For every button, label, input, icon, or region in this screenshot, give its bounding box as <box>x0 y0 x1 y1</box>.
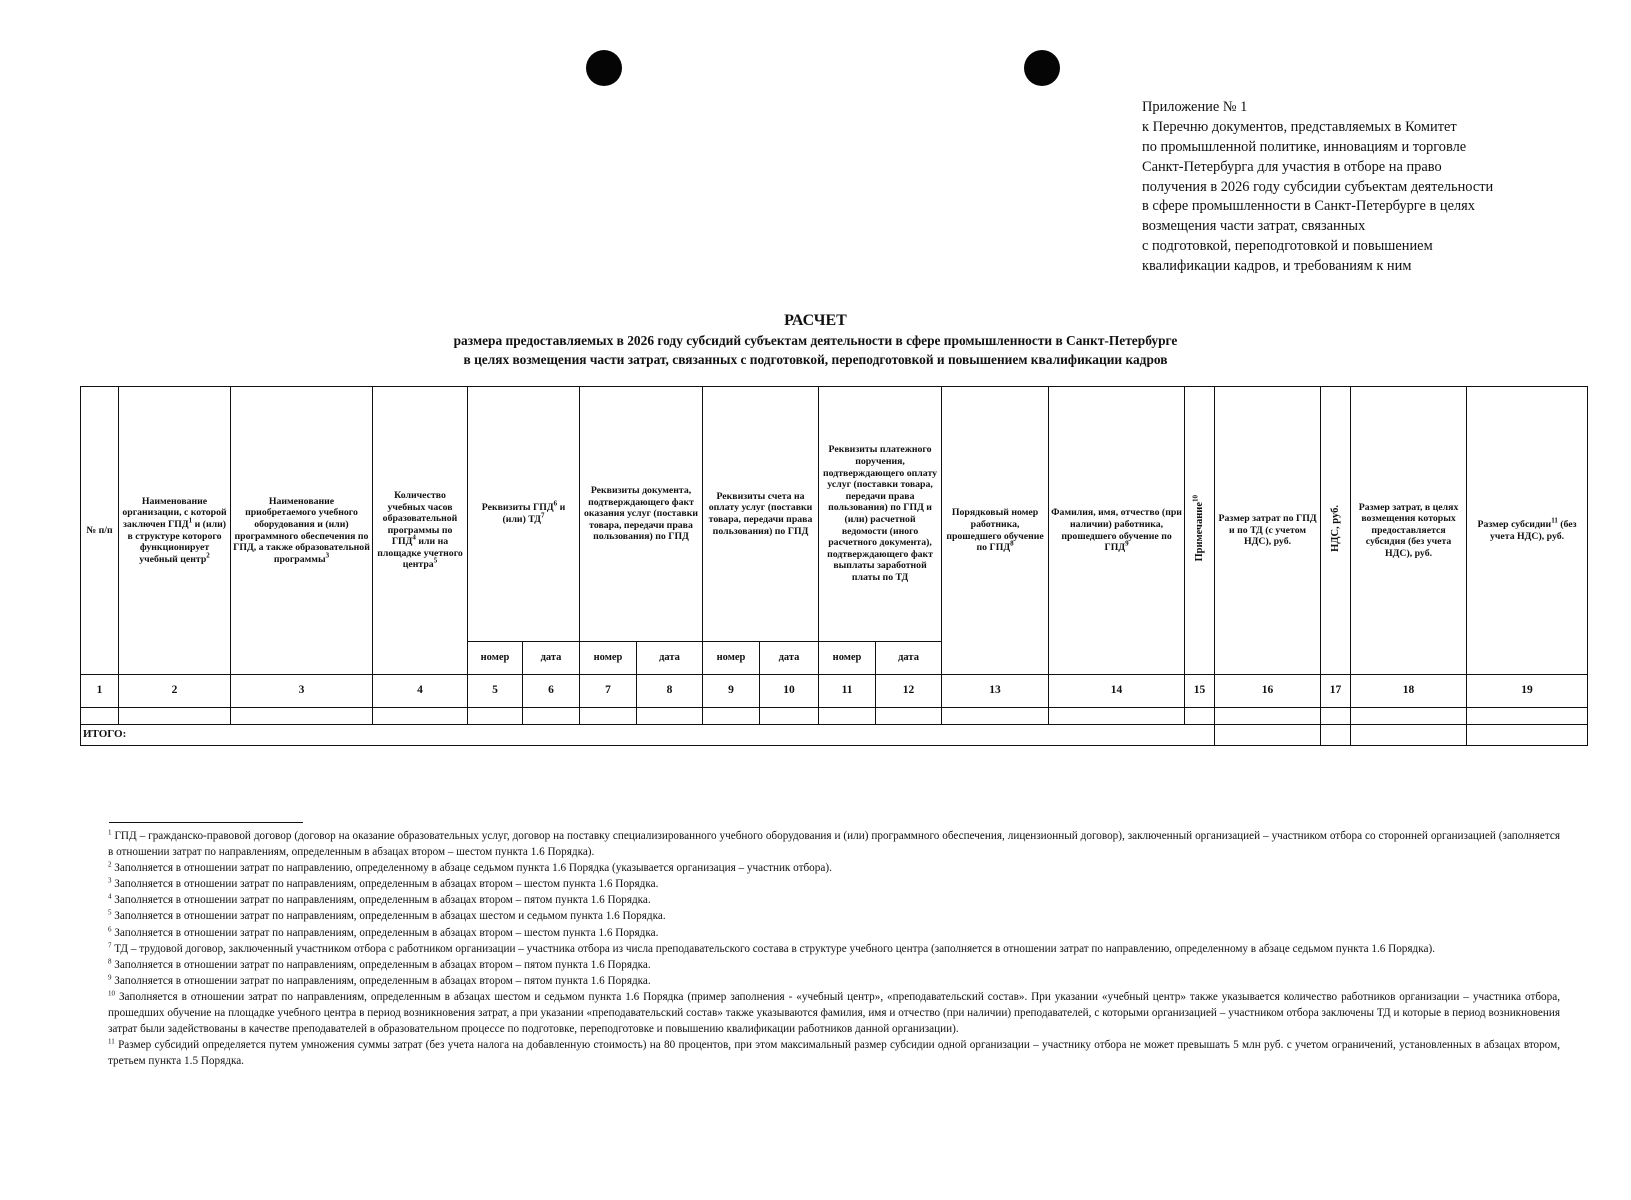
empty-cell[interactable] <box>231 708 373 725</box>
header-equipment-program: Наименование приобретаемого учебного оборудования и (или) программного обеспечения по ГПД, а также образовательной программы$^3$ <box>231 387 373 675</box>
appendix-line: в сфере промышленности в Санкт-Петербурге в целях <box>1142 198 1475 215</box>
footnote: $^7$ ТД – трудовой договор, заключенный участником отбора с работником организации – участника отбора из числа преподавательского состава в структуре учебного центра (заполняется в отношении затрат по направлению, определенному в абзаце седьмом пункта 1.6 Порядка). <box>108 940 1435 955</box>
footnote: $^{10}$ Заполняется в отношении затрат по направлениям, определенным в абзацах шестом и седьмом пункта 1.6 Порядка (пример заполнения - «учебный центр», «преподавательский состав». При указании «учебный центр» также указывается количество работников организации – участника отбора, прошедших обучение на площадке учебного центра в период возникновения затрат, а при указании «преподавательский состав» также указываются фамилия, имя и отчество (при наличии) преподавателей, с которыми организацией – участником отбора заключены ТД и которые в период возникновения затрат были задействованы в качестве преподавателей в образовательном процессе по подготовке, переподготовке и повышению квалификации работников данной организации). <box>108 989 1561 1036</box>
column-number: 4 <box>373 675 468 708</box>
document-subtitle-line: размера предоставляемых в 2026 году субсидий субъектам деятельности в сфере промышленности в Санкт-Петербурге <box>453 333 1178 348</box>
subheader-number: номер <box>819 642 876 675</box>
column-number: 16 <box>1215 675 1321 708</box>
footnote-separator <box>109 822 303 823</box>
footnote: $^8$ Заполняется в отношении затрат по направлениям, определенным в абзацах втором – пятом пункта 1.6 Порядка. <box>108 957 651 971</box>
column-number: 14 <box>1049 675 1185 708</box>
appendix-line: получения в 2026 году субсидии субъектам деятельности <box>1142 178 1494 195</box>
document-title: РАСЧЕТ <box>784 312 847 329</box>
empty-cell[interactable] <box>1467 708 1588 725</box>
header-employee-number: Порядковый номер работника, прошедшего обучение по ГПД$^8$ <box>942 387 1049 675</box>
subheader-number: номер <box>580 642 637 675</box>
empty-cell[interactable] <box>1351 708 1467 725</box>
appendix-line: к Перечню документов, представляемых в Комитет <box>1142 118 1457 135</box>
column-number: 12 <box>876 675 942 708</box>
table-row <box>81 708 1588 725</box>
header-organization: Наименование организации, с которой заключен ГПД$^1$ и (или) в структуре которого функционирует учебный центр$^2$ <box>119 387 231 675</box>
total-cell[interactable] <box>1215 725 1321 746</box>
appendix-line: квалификации кадров, и требованиям к ним <box>1142 258 1412 275</box>
appendix-line: по промышленной политике, инновациям и торговле <box>1142 138 1467 155</box>
subheader-date: дата <box>876 642 942 675</box>
document-title-block <box>0 311 1631 369</box>
total-cell[interactable] <box>1321 725 1351 746</box>
total-cell[interactable] <box>1467 725 1588 746</box>
appendix-line: возмещения части затрат, связанных <box>1142 218 1366 235</box>
header-costs-without-vat: Размер затрат, в целях возмещения которых предоставляется субсидия (без учета НДС), руб. <box>1351 387 1467 675</box>
column-number: 18 <box>1351 675 1467 708</box>
total-row <box>81 725 1588 746</box>
footnote: $^6$ Заполняется в отношении затрат по направлениям, определенным в абзацах втором – шестом пункта 1.6 Порядка. <box>108 924 659 939</box>
column-number: 17 <box>1321 675 1351 708</box>
appendix-line: Санкт-Петербурга для участия в отборе на право <box>1142 158 1442 175</box>
header-note: Примечание$^{10}$ <box>1185 387 1215 675</box>
empty-cell[interactable] <box>819 708 876 725</box>
subheader-date: дата <box>760 642 819 675</box>
header-contract-details: Реквизиты ГПД$^6$ и (или) $ТД^7$ <box>468 387 580 642</box>
footnotes <box>108 828 1560 1069</box>
empty-cell[interactable] <box>468 708 523 725</box>
footnote: $^2$ Заполняется в отношении затрат по направлению, определенному в абзаце седьмом пункта 1.6 Порядка (указывается организация – участник отбора). <box>108 860 832 875</box>
header-costs-with-vat: Размер затрат по ГПД и по ТД (с учетом НДС), руб. <box>1215 387 1321 675</box>
calculation-table <box>80 386 1588 746</box>
column-number: 1 <box>81 675 119 708</box>
subheader-date: дата <box>637 642 703 675</box>
column-number: 5 <box>468 675 523 708</box>
binder-hole-left <box>586 50 622 86</box>
column-number: 15 <box>1185 675 1215 708</box>
header-subsidy-amount: Размер субсидии$^{11}$ (без учета НДС), руб. <box>1467 387 1588 675</box>
empty-cell[interactable] <box>373 708 468 725</box>
footnote: $^3$ Заполняется в отношении затрат по направлениям, определенным в абзацах втором – шестом пункта 1.6 Порядка. <box>108 876 659 891</box>
empty-cell[interactable] <box>637 708 703 725</box>
column-number-row <box>81 675 1588 708</box>
footnote: $^9$ Заполняется в отношении затрат по направлениям, определенным в абзацах втором – пятом пункта 1.6 Порядка. <box>108 973 651 987</box>
column-number: 3 <box>231 675 373 708</box>
header-service-document: Реквизиты документа, подтверждающего факт оказания услуг (поставки товара, передачи права пользования) по ГПД <box>580 387 703 642</box>
column-number: 7 <box>580 675 637 708</box>
empty-cell[interactable] <box>942 708 1049 725</box>
empty-cell[interactable] <box>523 708 580 725</box>
empty-cell[interactable] <box>703 708 760 725</box>
footnote: $^1$ ГПД – гражданско-правовой договор (договор на оказание образовательных услуг, договор на поставку специализированного учебного оборудования и (или) программного обеспечения, лицензионный договор), заключенный организацией – участником отбора со сторонней организацией (заполняется в отношении затрат по направлениям, определенным в абзацах втором – шестом пункта 1.6 Порядка). <box>108 828 1561 859</box>
header-row-number: № п/п <box>81 387 119 675</box>
empty-cell[interactable] <box>876 708 942 725</box>
header-study-hours: Количество учебных часов образовательной программы по ГПД$^4$ или на площадке учетного центра$^5$ <box>373 387 468 675</box>
column-number: 6 <box>523 675 580 708</box>
binder-hole-right <box>1024 50 1060 86</box>
empty-cell[interactable] <box>81 708 119 725</box>
appendix-line: Приложение № 1 <box>1142 99 1248 115</box>
column-number: 9 <box>703 675 760 708</box>
column-number: 11 <box>819 675 876 708</box>
empty-cell[interactable] <box>1049 708 1185 725</box>
header-employee-name: Фамилия, имя, отчество (при наличии) работника, прошедшего обучение по ГПД$^9$ <box>1049 387 1185 675</box>
column-number: 2 <box>119 675 231 708</box>
empty-cell[interactable] <box>1321 708 1351 725</box>
header-invoice: Реквизиты счета на оплату услуг (поставки товара, передачи права пользования) по ГПД <box>703 387 819 642</box>
column-number: 8 <box>637 675 703 708</box>
empty-cell[interactable] <box>119 708 231 725</box>
total-cell[interactable] <box>1351 725 1467 746</box>
column-number: 19 <box>1467 675 1588 708</box>
subheader-number: номер <box>703 642 760 675</box>
header-payment-order: Реквизиты платежного поручения, подтверждающего оплату услуг (поставки товара, передачи права пользования) по ГПД и (или) расчетной ведомости (иного расчетного документа), подтверждающего факт выплаты заработной платы по ТД <box>819 387 942 642</box>
empty-cell[interactable] <box>1185 708 1215 725</box>
column-number: 13 <box>942 675 1049 708</box>
column-number: 10 <box>760 675 819 708</box>
appendix-line: с подготовкой, переподготовкой и повышением <box>1142 238 1433 255</box>
total-label: ИТОГО: <box>81 725 1215 746</box>
empty-cell[interactable] <box>1215 708 1321 725</box>
empty-cell[interactable] <box>580 708 637 725</box>
footnote: $^{11}$ Размер субсидий определяется путем умножения суммы затрат (без учета налога на добавленную стоимость) на 80 процентов, при этом максимальный размер субсидии одной организации – участнику отбора не может превышать 5 млн руб. с учетом ограничений, установленных в абзацах втором, третьем пункта 1.5 Порядка. <box>108 1037 1561 1068</box>
header-vat: НДС, руб. <box>1321 387 1351 675</box>
empty-cell[interactable] <box>760 708 819 725</box>
document-subtitle-line: в целях возмещения части затрат, связанных с подготовкой, переподготовкой и повышением квалификации кадров <box>463 352 1168 367</box>
footnote: $^5$ Заполняется в отношении затрат по направлениям, определенным в абзацах шестом и седьмом пункта 1.6 Порядка. <box>108 908 666 923</box>
appendix-note <box>1142 98 1582 277</box>
subheader-number: номер <box>468 642 523 675</box>
subheader-date: дата <box>523 642 580 675</box>
footnote: $^4$ Заполняется в отношении затрат по направлениям, определенным в абзацах втором – пятом пункта 1.6 Порядка. <box>108 892 651 907</box>
